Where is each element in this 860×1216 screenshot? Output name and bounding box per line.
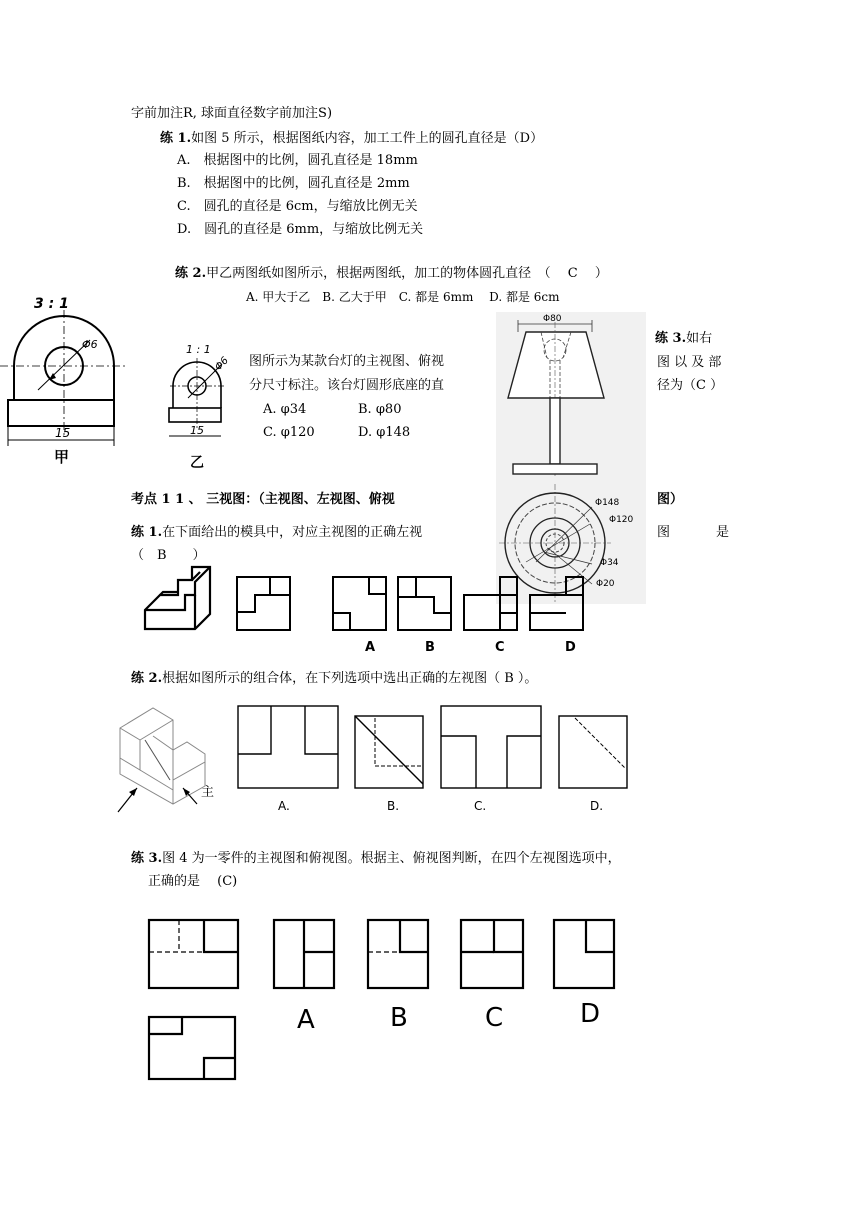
yi-dim-width: 15 [190,424,204,437]
q3-option-c: C. φ120 [263,425,315,440]
jia-dim-width: 15 [55,426,71,440]
s3-top-view [149,1017,235,1079]
s2-option-b-figure [355,716,423,788]
s1-question: 在下面给出的模具中，对应主视图的正确左视 [162,525,423,540]
s3-option-c-figure [461,920,523,988]
s1-label: 练 1. [131,525,163,540]
section-title: 考点 1 1 、 三视图：（主视图、左视图、俯视 [131,492,395,507]
s1-stem-tail-2: 是 [716,525,730,540]
s2-option-d-label: D. [590,799,604,813]
s2-option-c-label: C. [474,799,487,813]
figure-yi [160,340,240,475]
s3-main-view [149,920,238,988]
yi-dim-hole: Φ6 [213,355,231,374]
q1-option-b: B. 根据图中的比例，圆孔直径是 2mm [177,176,410,191]
s3-option-a-label: A [297,1005,315,1035]
s2-isometric [120,708,205,804]
intro-line: 字前加注R, 球面直径数字前加注S) [131,106,333,121]
s1-option-b-label: B [425,640,435,655]
s1-answer: （ B ） [131,548,206,563]
yi-name: 乙 [190,455,204,471]
section-title-tail: 图） [657,492,684,507]
s2-figures [115,700,635,835]
s2-option-c-figure [441,706,541,788]
s3-option-b-label: B [390,1003,408,1033]
s3-option-b-figure [368,920,428,988]
s1-option-a-label: A [365,640,376,655]
s2-option-a-label: A. [278,799,290,813]
q2-label: 练 2. [175,266,207,281]
lamp-dim-top: Φ80 [543,314,562,324]
q3-side-text-1: 如右 [686,331,713,346]
lamp-dim-34: Φ34 [600,558,619,568]
s1-option-d-label: D [565,640,576,655]
s1-option-b-figure [398,577,451,630]
s2-question: 根据如图所示的组合体，在下列选项中选出正确的左视图（ B ）。 [162,671,538,686]
s3-figures [140,910,620,1085]
q3-option-b: B. φ80 [358,402,402,417]
q2-stem [175,266,608,282]
lamp-drawing [496,312,646,604]
s2-option-d-figure [559,716,627,788]
q3-text-line-1: 图所示为某款台灯的主视图、俯视 [249,354,445,369]
s1-option-d-figure [530,577,583,630]
s2-front-mark: 主 [201,785,215,800]
q1-label: 练 1. [160,131,192,146]
q3-text-line-2: 分尺寸标注。该台灯圆形底座的直 [249,378,445,393]
q1-stem [160,131,543,147]
yi-scale: 1 : 1 [186,343,211,356]
s3-label: 练 3. [131,851,163,866]
q1-option-c: C. 圆孔的直径是 6cm，与缩放比例无关 [177,199,418,214]
lamp-dim-120: Φ120 [609,515,634,525]
s3-stem-2: 正确的是 (C) [148,874,238,889]
q3-side-line-2: 图 以 及 部 [657,355,722,370]
s1-mold-isometric [145,567,210,629]
q1-question: 如图 5 所示，根据图纸内容，加工工件上的圆孔直径是（D） [191,131,544,146]
s1-option-c-figure [464,577,517,630]
s3-option-c-label: C [485,1003,504,1033]
s1-option-c-label: C [495,640,505,655]
s3-option-d-label: D [580,999,601,1029]
s1-stem [131,525,422,541]
lamp-dim-148: Φ148 [595,498,620,508]
s1-main-view [237,577,290,630]
q2-question: 甲乙两图纸如图所示，根据两图纸，加工的物体圆孔直径 （ C ） [206,266,608,281]
s2-option-b-label: B. [387,799,400,813]
q2-options: A. 甲大于乙 B. 乙大于甲 C. 都是 6mm D. 都是 6cm [246,290,560,304]
q3-label: 练 3. [655,331,687,346]
q3-option-a: A. φ34 [263,402,307,417]
s3-stem [131,851,621,867]
q1-option-d: D. 圆孔的直径是 6mm，与缩放比例无关 [177,222,424,237]
q1-option-a: A. 根据图中的比例，圆孔直径是 18mm [177,153,418,168]
s2-option-a-figure [238,706,338,788]
figure-jia [0,290,125,470]
s1-option-a-figure [333,577,386,630]
q3-side-line-1 [655,331,712,347]
jia-dim-hole: Φ6 [82,338,98,351]
q3-side-line-3: 径为（C ） [657,378,724,393]
s2-label: 练 2. [131,671,163,686]
s3-question: 图 4 为一零件的主视图和俯视图。根据主、俯视图判断，在四个左视图选项中， [162,851,621,866]
s2-stem [131,671,537,687]
s3-option-d-figure [554,920,614,988]
s1-stem-tail-1: 图 [657,525,671,540]
jia-name: 甲 [54,448,70,466]
s3-option-a-figure [274,920,334,988]
s1-figures [140,562,600,657]
lamp-dim-20: Φ20 [596,579,615,589]
q3-option-d: D. φ148 [358,425,411,440]
jia-scale: 3 : 1 [34,296,69,312]
